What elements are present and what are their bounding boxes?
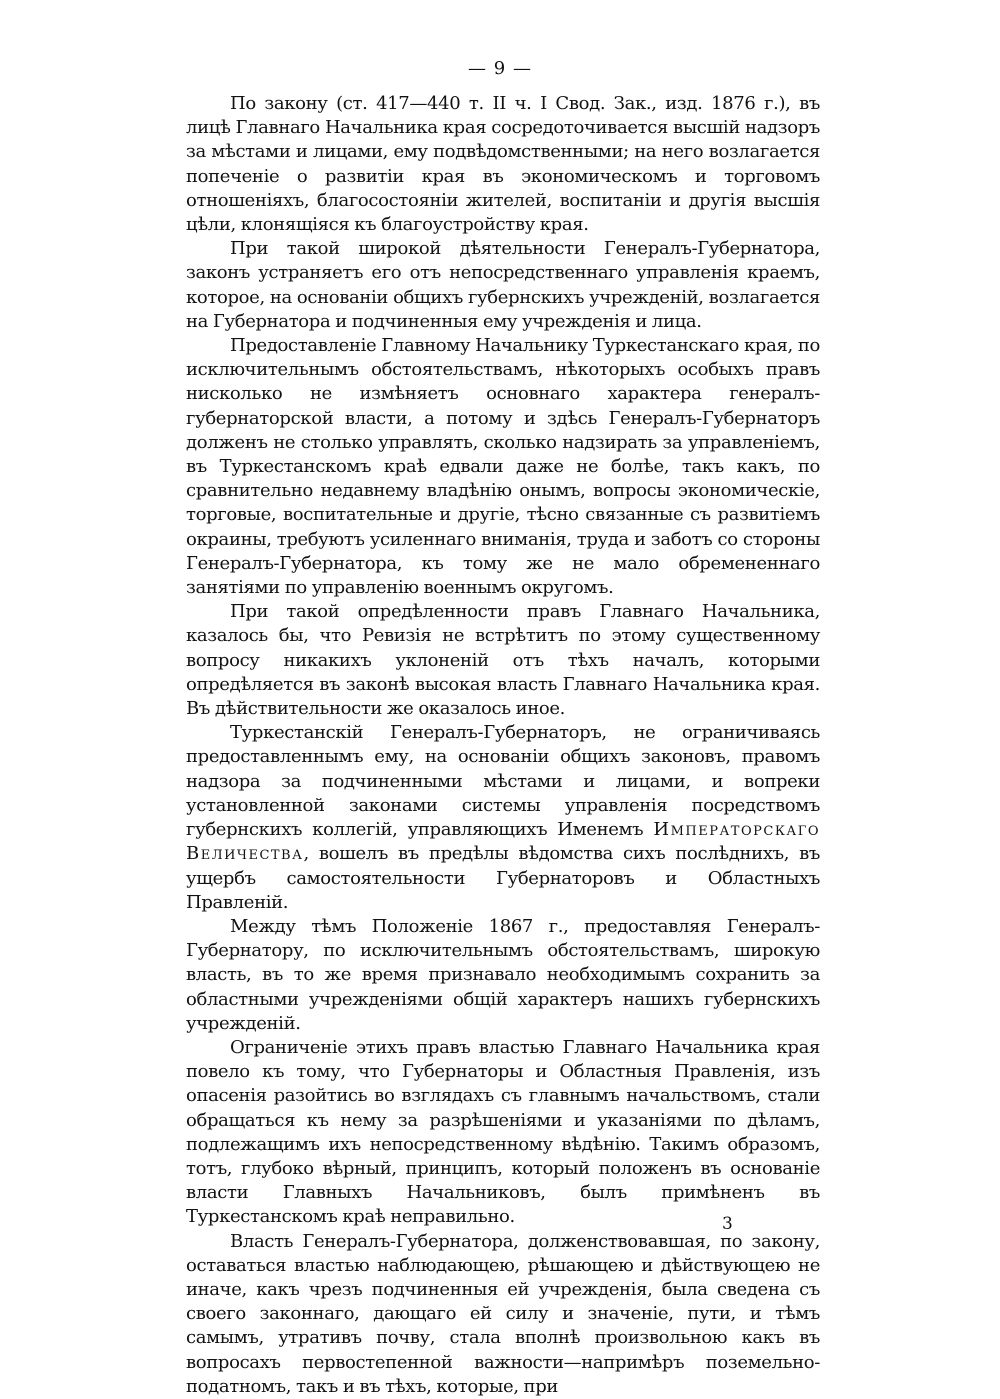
paragraph-1: По закону (ст. 417—440 т. II ч. I Свод. Зак., изд. 1876 г.), въ лицѣ Главнаго Начальника края сосредоточивается высшiй надзоръ за мѣстами и лицами, ему подвѣдомственными; на него возлагается попеченiе о развитiи края въ экономическомъ и торговомъ отношенiяхъ, благосостоянiи жителей, воспитанiи и другiя высшiя цѣли, клонящiяся къ благоустройству края. (186, 93, 820, 236)
imperial-title: Императорскаго Величества (186, 819, 820, 865)
paragraph-6: Между тѣмъ Положенiе 1867 г., предоставляя Генералъ-Губернатору, по исключительнымъ обстоятельствамъ, широкую власть, въ то же время признавало необходимымъ сохранить за областными учрежденiями общiй характеръ нашихъ губернскихъ учрежденiй. (186, 915, 820, 1034)
paragraph-3: Предоставленiе Главному Начальнику Туркестанскаго края, по исключительнымъ обстоятельствамъ, нѣкоторыхъ особыхъ правъ нисколько не измѣняетъ основнаго характера генералъ-губернаторской власти, а потому и здѣсь Генералъ-Губернаторъ долженъ не столько управлять, сколько надзирать за управленiемъ, въ Туркестанскомъ краѣ едвали даже не болѣе, такъ какъ, по сравнительно недавнему владѣнiю онымъ, вопросы экономическiе, торговые, воспитательные и другiе, тѣсно связанные съ развитiемъ окраины, требуютъ усиленнаго вниманiя, труда и заботъ со стороны Генералъ-Губернатора, къ тому же не мало обремененнаго занятiями по управленiю военнымъ округомъ. (186, 335, 820, 599)
page-number: — 9 — (468, 58, 532, 79)
paragraph-5 (186, 721, 820, 915)
text-body (186, 92, 820, 1399)
paragraph-2: При такой широкой дѣятельности Генералъ-Губернатора, законъ устраняетъ его отъ непосредственнаго управленiя краемъ, которое, на основанiи общихъ губернскихъ учрежденiй, возлагается на Губернатора и подчиненныя ему учрежденiя и лица. (186, 238, 820, 332)
paragraph-4: При такой опредѣленности правъ Главнаго Начальника, казалось бы, что Ревизiя не встрѣтитъ по этому существенному вопросу никакихъ уклоненiй отъ тѣхъ началъ, которыми опредѣляется въ законѣ высокая власть Главнаго Начальника края. Въ дѣйствительности же оказалось иное. (186, 601, 820, 720)
paragraph-5-head: Туркестанскiй Генералъ-Губернаторъ, не ограничиваясь предоставленнымъ ему, на основанiи общихъ законовъ, правомъ надзора за подчиненными мѣстами и лицами, и вопреки установленной законами системы управленiя посредствомъ губернскихъ коллегiй, управляющихъ Именемъ (186, 722, 820, 841)
paragraph-5-tail: , вошелъ въ предѣлы вѣдомства сихъ послѣднихъ, въ ущербъ самостоятельности Губернаторовъ и Областныхъ Правленiй. (186, 843, 820, 913)
printer-signature-mark: 3 (722, 1214, 733, 1234)
paragraph-7: Ограниченiе этихъ правъ властью Главнаго Начальника края повело къ тому, что Губернаторы и Областныя Правленiя, изъ опасенiя разойтись во взглядахъ съ главнымъ начальствомъ, стали обращаться къ нему за разрѣшенiями и указанiями по дѣламъ, подлежащимъ ихъ непосредственному вѣдѣнiю. Такимъ образомъ, тотъ, глубоко вѣрный, принципъ, который положенъ въ основанiе власти Главныхъ Начальниковъ, былъ примѣненъ въ Туркестанскомъ краѣ неправильно. (186, 1036, 820, 1228)
paragraph-8: Власть Генералъ-Губернатора, долженствовавшая, по закону, оставаться властью наблюдающею, рѣшающею и дѣйствующею не иначе, какъ чрезъ подчиненныя ей учрежденiя, была сведена съ своего законнаго, дающаго ей силу и значенiе, пути, и тѣмъ самымъ, утративъ почву, стала вполнѣ произвольною какъ въ вопросахъ первостепенной важности—напримѣръ поземельно-податномъ, такъ и въ тѣхъ, которые, при (186, 1230, 820, 1397)
